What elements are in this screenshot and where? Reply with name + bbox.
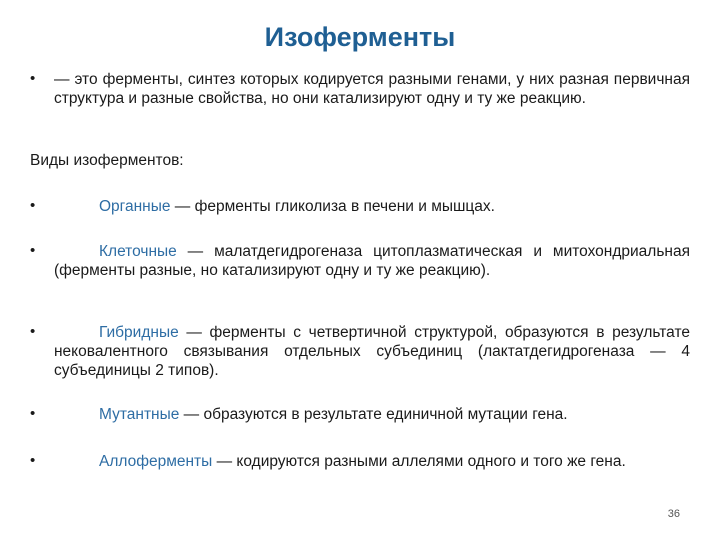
list-item-text: [54, 242, 690, 280]
list-item-desc: — образуются в результате единичной мутации гена.: [179, 406, 568, 423]
list-item-desc: — ферменты с четвертичной структурой, образуются в результате нековалентного связывания отдельных субъединиц (лактатдегидрогеназа — 4 субъединицы 2 типов).: [54, 324, 690, 379]
list-item-text: [54, 323, 690, 380]
list-item-desc: — кодируются разными аллелями одного и того же гена.: [212, 453, 626, 470]
list-item-text: [54, 405, 690, 424]
bullet-marker: •: [30, 242, 36, 259]
intro-text: — это ферменты, синтез которых кодируется разными генами, у них разная первичная структура и разные свойства, но они катализируют одну и ту же реакцию.: [54, 71, 690, 107]
bullet-marker: •: [30, 70, 36, 87]
list-item-text: [54, 197, 690, 216]
page-number: 36: [667, 508, 680, 520]
slide-title: Изоферменты: [264, 22, 456, 52]
list-item-term: Аллоферменты: [99, 453, 213, 470]
list-item-text: [54, 452, 690, 471]
list-item-desc: — ферменты гликолиза в печени и мышцах.: [170, 198, 495, 215]
bullet-marker: •: [30, 323, 36, 340]
list-item-desc: — малатдегидрогеназа цитоплазматическая и митохондриальная (ферменты разные, но катализируют одну и ту же реакцию).: [54, 243, 690, 279]
list-item-term: Клеточные: [99, 243, 177, 260]
bullet-marker: •: [30, 197, 36, 214]
list-item-term: Мутантные: [99, 406, 180, 423]
bullet-marker: •: [30, 405, 36, 422]
list-item-term: Гибридные: [99, 324, 179, 341]
bullet-marker: •: [30, 452, 36, 469]
list-item-term: Органные: [99, 198, 171, 215]
types-subheading: Виды изоферментов:: [30, 152, 184, 169]
